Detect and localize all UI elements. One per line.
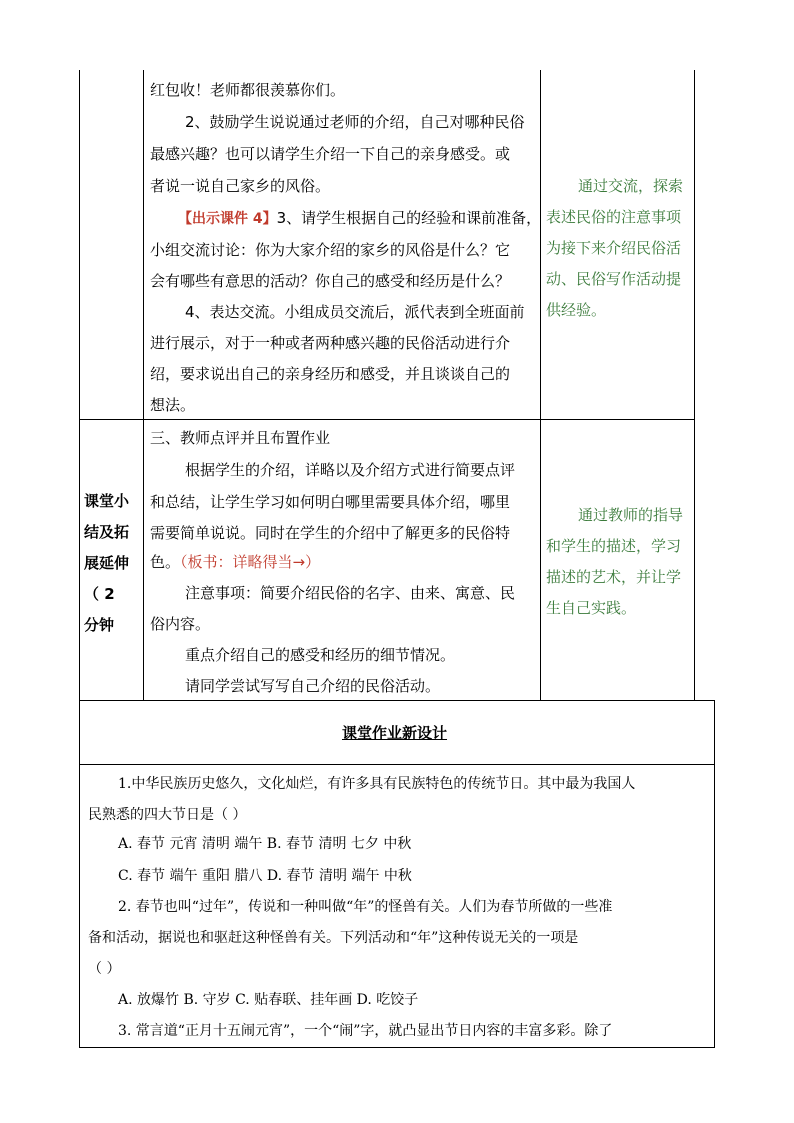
content-line: 和总结，让学生学习如何明白哪里需要具体介绍，哪里 <box>150 493 511 511</box>
content-line: 注意事项：简要介绍民俗的名字、由来、寓意、民 <box>185 584 516 602</box>
content-heading: 三、教师点评并且布置作业 <box>150 429 331 447</box>
content-line: 进行展示，对于一种或者两种感兴趣的民俗活动进行介 <box>150 334 511 352</box>
section-label <box>84 486 138 641</box>
table-border-right-upper <box>694 70 695 700</box>
homework-line: C. 春节 端午 重阳 腊八 D. 春节 清明 端午 中秋 <box>118 868 412 884</box>
design-note-line: 描述的艺术，并让学 <box>546 568 682 586</box>
row-divider-3 <box>79 764 715 765</box>
content-line: 者说一说自己家乡的风俗。 <box>150 177 331 195</box>
design-note-line: 动、民俗写作活动提 <box>546 270 682 288</box>
board-note: （板书：详略得当→） <box>180 553 321 571</box>
design-note-line: 表述民俗的注意事项 <box>546 208 682 226</box>
table-divider-label <box>143 70 144 700</box>
content-line: 想法。 <box>150 396 196 414</box>
content-line: 小组交流讨论：你为大家介绍的家乡的风俗是什么？它 <box>150 241 511 259</box>
courseware-tag: 【出示课件 4】 <box>178 211 277 227</box>
design-note-line: 和学生的描述，学习 <box>546 537 682 555</box>
homework-line: A. 春节 元宵 清明 端午 B. 春节 清明 七夕 中秋 <box>118 836 412 852</box>
content-line: 根据学生的介绍，详略以及介绍方式进行简要点评 <box>185 461 516 479</box>
content-line <box>178 203 541 235</box>
section-label-line: 分钟 <box>84 616 115 634</box>
section-label-line: 课堂小 <box>84 492 130 510</box>
content-text: 色。 <box>150 553 181 571</box>
table-bottom-border <box>79 1047 715 1048</box>
content-text: 3、请学生根据自己的经验和课前准备， <box>276 209 542 227</box>
content-line: 4、表达交流。小组成员交流后，派代表到全班面前 <box>185 303 525 321</box>
content-line: 俗内容。 <box>150 615 211 633</box>
content-line: 会有哪些有意思的活动？你自己的感受和经历是什么？ <box>150 272 511 290</box>
content-line: 绍，要求说出自己的亲身经历和感受，并且谈谈自己的 <box>150 365 511 383</box>
content-line: 请同学尝试写写自己介绍的民俗活动。 <box>185 677 441 695</box>
homework-line: 民熟悉的四大节日是（ ） <box>88 807 247 823</box>
content-line: 最感兴趣？也可以请学生介绍一下自己的亲身感受。或 <box>150 145 511 163</box>
design-note-line: 为接下来介绍民俗活 <box>546 239 682 257</box>
design-note-line: 通过教师的指导 <box>578 506 684 524</box>
content-line: 红包收！老师都很羡慕你们。 <box>150 81 346 99</box>
homework-line: （ ） <box>88 961 121 977</box>
homework-line: 2. 春节也叫“过年”，传说和一种叫做“年”的怪兽有关。人们为春节所做的一些准 <box>118 899 613 915</box>
design-note-line: 供经验。 <box>546 301 607 319</box>
table-border-right-lower <box>714 700 715 1048</box>
content-line: 2、鼓励学生说说通过老师的介绍，自己对哪种民俗 <box>185 113 525 131</box>
content-line: 重点介绍自己的感受和经历的细节情况。 <box>185 646 456 664</box>
content-line: 需要简单说说。同时在学生的介绍中了解更多的民俗特 <box>150 524 511 542</box>
table-divider-note <box>540 70 541 700</box>
homework-line: 1.中华民族历史悠久，文化灿烂，有许多具有民族特色的传统节日。其中最为我国人 <box>118 776 636 792</box>
homework-line: 3. 常言道“正月十五闹元宵”，一个“闹”字，就凸显出节日内容的丰富多彩。除了 <box>118 1023 613 1039</box>
homework-line: 备和活动，据说也和驱赶这种怪兽有关。下列活动和“年”这种传说无关的一项是 <box>88 930 579 946</box>
design-note-line: 通过交流，探索 <box>578 177 684 195</box>
design-note-line: 生自己实践。 <box>546 599 637 617</box>
content-line <box>150 547 320 578</box>
section-label-line: （ 2 <box>84 585 115 603</box>
table-border-left-lower <box>79 700 80 1048</box>
homework-title: 课堂作业新设计 <box>342 724 448 742</box>
table-border-left-upper <box>79 70 80 700</box>
homework-line: A. 放爆竹 B. 守岁 C. 贴春联、挂年画 D. 吃饺子 <box>118 992 419 1008</box>
section-label-line: 结及拓 <box>84 523 130 541</box>
section-label-line: 展延伸 <box>84 554 130 572</box>
